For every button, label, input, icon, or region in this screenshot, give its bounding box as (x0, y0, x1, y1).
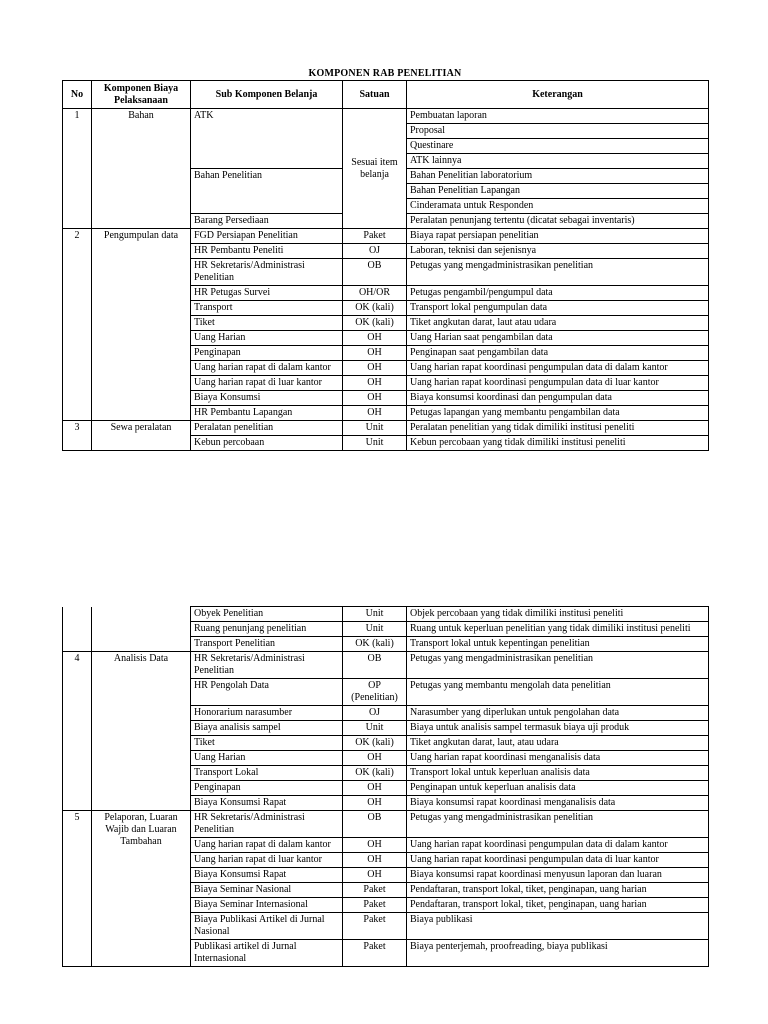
sub-komponen-cell: Uang Harian (191, 751, 343, 766)
sub-komponen-cell: HR Pembantu Lapangan (191, 406, 343, 421)
keterangan-cell: Pembuatan laporan (407, 109, 709, 124)
keterangan-cell: Questinare (407, 139, 709, 154)
sub-komponen-cell: Penginapan (191, 781, 343, 796)
sub-komponen-cell: HR Sekretaris/Administrasi Penelitian (191, 811, 343, 838)
keterangan-cell: Tiket angkutan darat, laut atau udara (407, 316, 709, 331)
keterangan-cell: Biaya untuk analisis sampel termasuk biaya uji produk (407, 721, 709, 736)
sub-komponen-cell: Uang harian rapat di luar kantor (191, 376, 343, 391)
satuan-cell: OH (343, 376, 407, 391)
satuan-cell: OH (343, 361, 407, 376)
table-row (63, 652, 709, 679)
keterangan-cell: Biaya konsumsi koordinasi dan pengumpulan data (407, 391, 709, 406)
keterangan-cell: Peralatan penelitian yang tidak dimiliki institusi peneliti (407, 421, 709, 436)
satuan-cell: Paket (343, 913, 407, 940)
sub-komponen-cell: Obyek Penelitian (191, 607, 343, 622)
keterangan-cell: Transport lokal pengumpulan data (407, 301, 709, 316)
satuan-cell: Paket (343, 229, 407, 244)
table-row (63, 421, 709, 436)
keterangan-cell: Penginapan saat pengambilan data (407, 346, 709, 361)
sub-komponen-cell: Tiket (191, 736, 343, 751)
satuan-cell: OK (kali) (343, 766, 407, 781)
satuan-cell: OP (Penelitian) (343, 679, 407, 706)
sub-komponen-cell: FGD Persiapan Penelitian (191, 229, 343, 244)
sub-komponen-cell: Ruang penunjang penelitian (191, 622, 343, 637)
header-row (63, 81, 709, 109)
sub-komponen-cell: Transport Penelitian (191, 637, 343, 652)
satuan-cell: OJ (343, 706, 407, 721)
row-number: 3 (63, 421, 92, 451)
satuan-cell: Unit (343, 421, 407, 436)
sub-komponen-cell: HR Petugas Survei (191, 286, 343, 301)
row-number: 5 (63, 811, 92, 967)
keterangan-cell: Pendaftaran, transport lokal, tiket, penginapan, uang harian (407, 883, 709, 898)
satuan-cell: OK (kali) (343, 637, 407, 652)
document-title: KOMPONEN RAB PENELITIAN (308, 68, 462, 79)
komponen-cell: Bahan (92, 109, 191, 229)
table-row (63, 811, 709, 838)
komponen-cell: Pelaporan, Luaran Wajib dan Luaran Tambahan (92, 811, 191, 967)
table-row (63, 607, 709, 622)
satuan-cell: Paket (343, 883, 407, 898)
sub-komponen-cell: Honorarium narasumber (191, 706, 343, 721)
komponen-cell: Pengumpulan data (92, 229, 191, 421)
keterangan-cell: Biaya penterjemah, proofreading, biaya publikasi (407, 940, 709, 967)
satuan-cell: OH (343, 853, 407, 868)
sub-komponen-cell: Bahan Penelitian (191, 169, 343, 214)
satuan-cell: OH (343, 331, 407, 346)
sub-komponen-cell: ATK (191, 109, 343, 169)
satuan-cell: OH (343, 346, 407, 361)
header-satuan: Satuan (343, 81, 407, 109)
keterangan-cell: Uang harian rapat koordinasi pengumpulan data di dalam kantor (407, 361, 709, 376)
keterangan-cell: Tiket angkutan darat, laut, atau udara (407, 736, 709, 751)
satuan-cell: OH (343, 751, 407, 766)
keterangan-cell: Biaya publikasi (407, 913, 709, 940)
keterangan-cell: Proposal (407, 124, 709, 139)
satuan-cell: OK (kali) (343, 301, 407, 316)
satuan-cell: OK (kali) (343, 316, 407, 331)
keterangan-cell: Ruang untuk keperluan penelitian yang tidak dimiliki institusi peneliti (407, 622, 709, 637)
row-number: 4 (63, 652, 92, 811)
satuan-cell: OB (343, 652, 407, 679)
sub-komponen-cell: Biaya Seminar Nasional (191, 883, 343, 898)
satuan-cell: OB (343, 811, 407, 838)
table-row (63, 109, 709, 124)
satuan-cell: OH (343, 406, 407, 421)
sub-komponen-cell: Tiket (191, 316, 343, 331)
sub-komponen-cell: Kebun percobaan (191, 436, 343, 451)
keterangan-cell: Narasumber yang diperlukan untuk pengolahan data (407, 706, 709, 721)
keterangan-cell: Transport lokal untuk keperluan analisis data (407, 766, 709, 781)
satuan-cell: OJ (343, 244, 407, 259)
row-number-continued (63, 607, 92, 652)
keterangan-cell: Uang harian rapat koordinasi menganalisis data (407, 751, 709, 766)
keterangan-cell: Cinderamata untuk Responden (407, 199, 709, 214)
keterangan-cell: ATK lainnya (407, 154, 709, 169)
keterangan-cell: Uang harian rapat koordinasi pengumpulan data di dalam kantor (407, 838, 709, 853)
sub-komponen-cell: Penginapan (191, 346, 343, 361)
keterangan-cell: Petugas yang mengadministrasikan penelitian (407, 259, 709, 286)
satuan-cell: OH (343, 838, 407, 853)
table-row (63, 229, 709, 244)
keterangan-cell: Objek percobaan yang tidak dimiliki institusi peneliti (407, 607, 709, 622)
keterangan-cell: Biaya konsumsi rapat koordinasi menyusun laporan dan luaran (407, 868, 709, 883)
header-no: No (63, 81, 92, 109)
satuan-cell: OH/OR (343, 286, 407, 301)
keterangan-cell: Transport lokal untuk kepentingan penelitian (407, 637, 709, 652)
row-number: 1 (63, 109, 92, 229)
keterangan-cell: Uang Harian saat pengambilan data (407, 331, 709, 346)
sub-komponen-cell: HR Sekretaris/Administrasi Penelitian (191, 259, 343, 286)
keterangan-cell: Kebun percobaan yang tidak dimiliki institusi peneliti (407, 436, 709, 451)
sub-komponen-cell: Uang harian rapat di luar kantor (191, 853, 343, 868)
keterangan-cell: Petugas yang mengadministrasikan penelitian (407, 811, 709, 838)
keterangan-cell: Peralatan penunjang tertentu (dicatat sebagai inventaris) (407, 214, 709, 229)
keterangan-cell: Biaya rapat persiapan penelitian (407, 229, 709, 244)
komponen-cell: Analisis Data (92, 652, 191, 811)
sub-komponen-cell: Publikasi artikel di Jurnal Internasional (191, 940, 343, 967)
keterangan-cell: Petugas yang membantu mengolah data penelitian (407, 679, 709, 706)
sub-komponen-cell: Biaya Publikasi Artikel di Jurnal Nasional (191, 913, 343, 940)
keterangan-cell: Bahan Penelitian laboratorium (407, 169, 709, 184)
komponen-cell-continued (92, 607, 191, 652)
header-komponen: Komponen Biaya Pelaksanaan (92, 81, 191, 109)
sub-komponen-cell: Biaya analisis sampel (191, 721, 343, 736)
komponen-cell: Sewa peralatan (92, 421, 191, 451)
header-sub-komponen: Sub Komponen Belanja (191, 81, 343, 109)
rab-table-page-2 (62, 606, 709, 967)
satuan-cell: Paket (343, 940, 407, 967)
satuan-cell: OH (343, 781, 407, 796)
keterangan-cell: Petugas lapangan yang membantu pengambilan data (407, 406, 709, 421)
satuan-cell: Unit (343, 622, 407, 637)
sub-komponen-cell: HR Pengolah Data (191, 679, 343, 706)
sub-komponen-cell: Uang harian rapat di dalam kantor (191, 361, 343, 376)
satuan-cell: Paket (343, 898, 407, 913)
satuan-cell: Unit (343, 436, 407, 451)
sub-komponen-cell: Uang harian rapat di dalam kantor (191, 838, 343, 853)
sub-komponen-cell: Biaya Konsumsi Rapat (191, 868, 343, 883)
satuan-cell: OH (343, 868, 407, 883)
satuan-cell: Unit (343, 721, 407, 736)
keterangan-cell: Uang harian rapat koordinasi pengumpulan data di luar kantor (407, 376, 709, 391)
satuan-cell: OH (343, 391, 407, 406)
sub-komponen-cell: Peralatan penelitian (191, 421, 343, 436)
header-keterangan: Keterangan (407, 81, 709, 109)
satuan-cell: Sesuai item belanja (343, 109, 407, 229)
sub-komponen-cell: Biaya Konsumsi (191, 391, 343, 406)
sub-komponen-cell: HR Sekretaris/Administrasi Penelitian (191, 652, 343, 679)
sub-komponen-cell: Transport Lokal (191, 766, 343, 781)
satuan-cell: OH (343, 796, 407, 811)
row-number: 2 (63, 229, 92, 421)
sub-komponen-cell: Barang Persediaan (191, 214, 343, 229)
sub-komponen-cell: Transport (191, 301, 343, 316)
sub-komponen-cell: Biaya Konsumsi Rapat (191, 796, 343, 811)
keterangan-cell: Laboran, teknisi dan sejenisnya (407, 244, 709, 259)
keterangan-cell: Uang harian rapat koordinasi pengumpulan data di luar kantor (407, 853, 709, 868)
satuan-cell: Unit (343, 607, 407, 622)
sub-komponen-cell: Biaya Seminar Internasional (191, 898, 343, 913)
keterangan-cell: Petugas yang mengadministrasikan penelitian (407, 652, 709, 679)
keterangan-cell: Penginapan untuk keperluan analisis data (407, 781, 709, 796)
keterangan-cell: Petugas pengambil/pengumpul data (407, 286, 709, 301)
keterangan-cell: Pendaftaran, transport lokal, tiket, penginapan, uang harian (407, 898, 709, 913)
keterangan-cell: Biaya konsumsi rapat koordinasi menganalisis data (407, 796, 709, 811)
sub-komponen-cell: HR Pembantu Peneliti (191, 244, 343, 259)
sub-komponen-cell: Uang Harian (191, 331, 343, 346)
keterangan-cell: Bahan Penelitian Lapangan (407, 184, 709, 199)
satuan-cell: OK (kali) (343, 736, 407, 751)
rab-table-page-1 (62, 80, 709, 451)
satuan-cell: OB (343, 259, 407, 286)
